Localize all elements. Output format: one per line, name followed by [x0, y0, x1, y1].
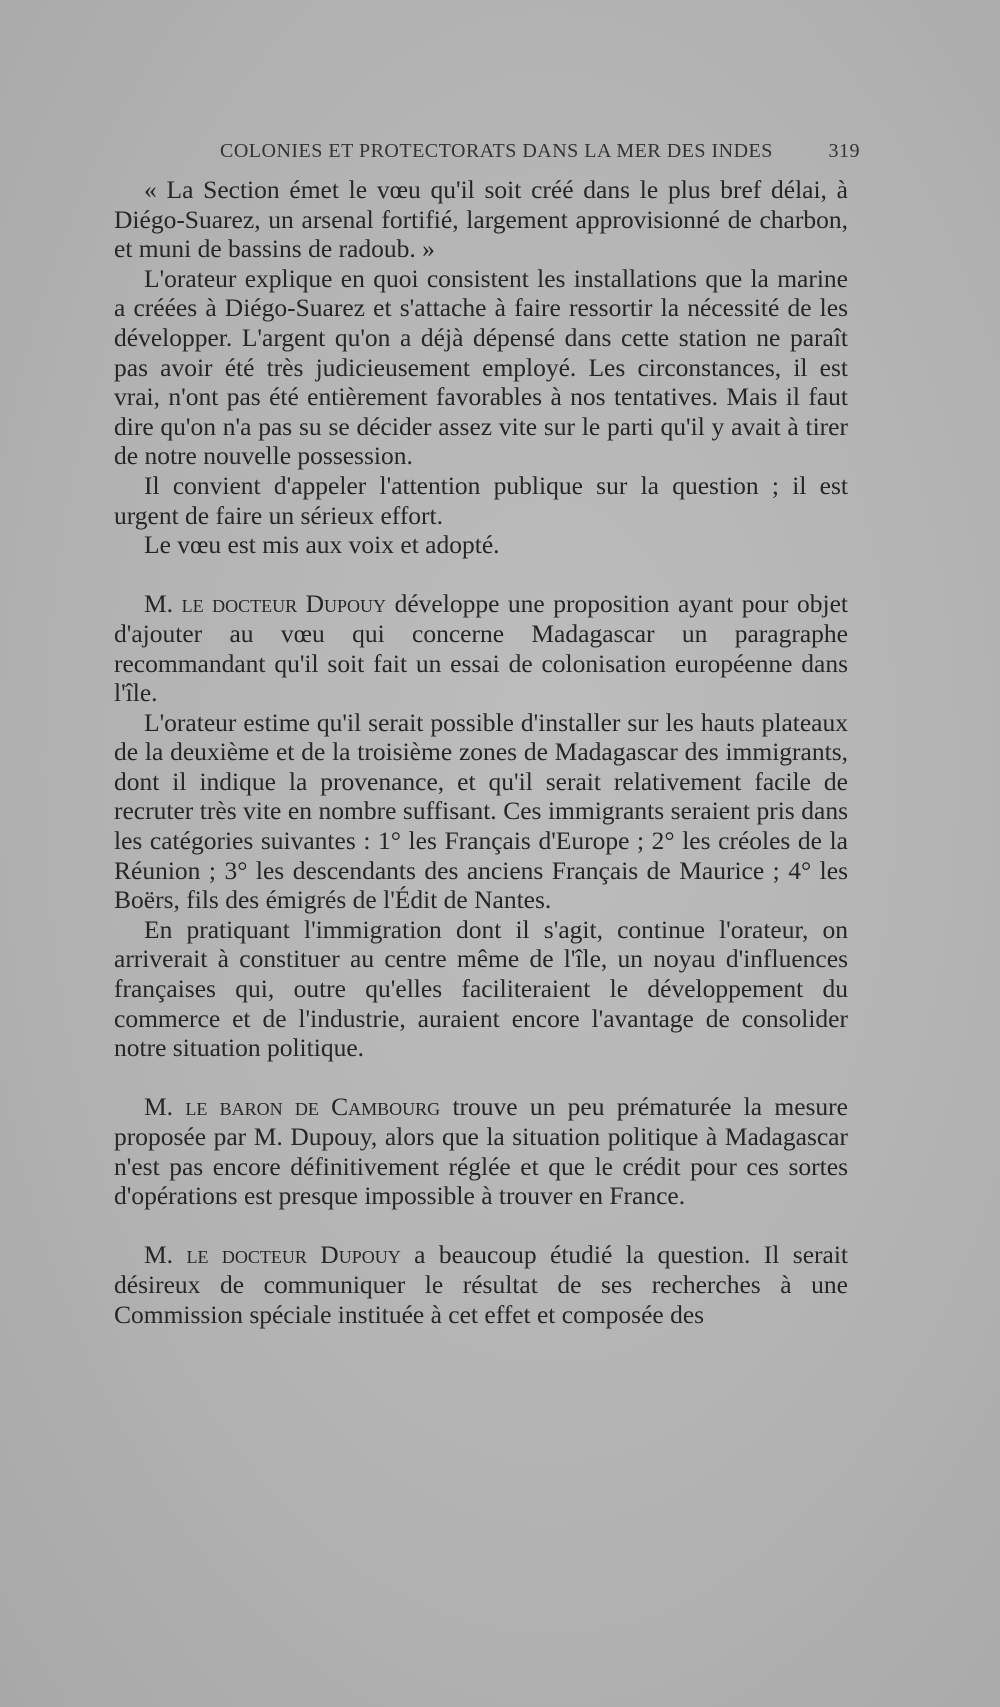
paragraph-text: a beaucoup étudié la question. Il serait désireux de communiquer le résultat de ses recherches à une Commission spéciale instituée à cet effet et composée des	[114, 1240, 848, 1329]
paragraph	[114, 1092, 848, 1210]
paragraph: En pratiquant l'immigration dont il s'agit, continue l'orateur, on arriverait à constituer au centre même de l'île, un noyau d'influences françaises qui, outre qu'elles faciliteraient le développement du commerce et de l'industrie, auraient encore l'avantage de consolider notre situation politique.	[114, 914, 848, 1063]
page-header	[120, 140, 860, 163]
paragraph	[114, 589, 848, 707]
paragraph: L'orateur explique en quoi consistent les installations que la marine a créées à Diégo-Suarez et s'attache à faire ressortir la nécessité de les développer. L'argent qu'on a déjà dépensé dans cette station ne paraît pas avoir été très judicieusement employé. Les circonstances, il est vrai, n'ont pas été entièrement favorables à nos tentatives. Mais il faut dire qu'on n'a pas su se décider assez vite sur le parti qu'il y avait à tirer de notre nouvelle possession.	[114, 263, 848, 471]
paragraph: Il convient d'appeler l'attention publique sur la question ; il est urgent de faire un sérieux effort.	[114, 470, 848, 530]
paragraph: L'orateur estime qu'il serait possible d'installer sur les hauts plateaux de la deuxième et de la troisième zones de Madagascar des immigrants, dont il indique la provenance, et qu'il serait relativement facile de recruter très vite en nombre suffisant. Ces immigrants seraient pris dans les catégories suivantes : 1° les Français d'Europe ; 2° les créoles de la Réunion ; 3° les descendants des anciens Français de Maurice ; 4° les Boërs, fils des émigrés de l'Édit de Nantes.	[114, 707, 848, 915]
speaker-name: M. le baron de Cambourg	[144, 1092, 441, 1122]
speaker-name: M. le docteur Dupouy	[144, 1240, 401, 1270]
speaker-name: M. le docteur Dupouy	[144, 589, 387, 619]
paragraph: « La Section émet le vœu qu'il soit créé dans le plus bref délai, à Diégo-Suarez, un arsenal fortifié, largement approvisionné de charbon, et muni de bassins de radoub. »	[114, 175, 848, 264]
paragraph	[114, 1240, 848, 1329]
section-gap	[114, 1063, 848, 1093]
section-gap	[114, 1211, 848, 1241]
paragraph-text: développe une proposition ayant pour objet d'ajouter au vœu qui concerne Madagascar un paragraphe recommandant qu'il soit fait un essai de colonisation européenne dans l'île.	[114, 589, 848, 708]
page-number: 319	[828, 140, 860, 162]
paragraph-text: trouve un peu prématurée la mesure proposée par M. Dupouy, alors que la situation politique à Madagascar n'est pas encore définitivement réglée et que le crédit pour ces sortes d'opérations est presque impossible à trouver en France.	[114, 1092, 848, 1211]
running-title: COLONIES ET PROTECTORATS DANS LA MER DES INDES	[220, 140, 773, 162]
body-text	[114, 175, 848, 1329]
paragraph: Le vœu est mis aux voix et adopté.	[144, 530, 500, 560]
section-gap	[114, 560, 848, 590]
